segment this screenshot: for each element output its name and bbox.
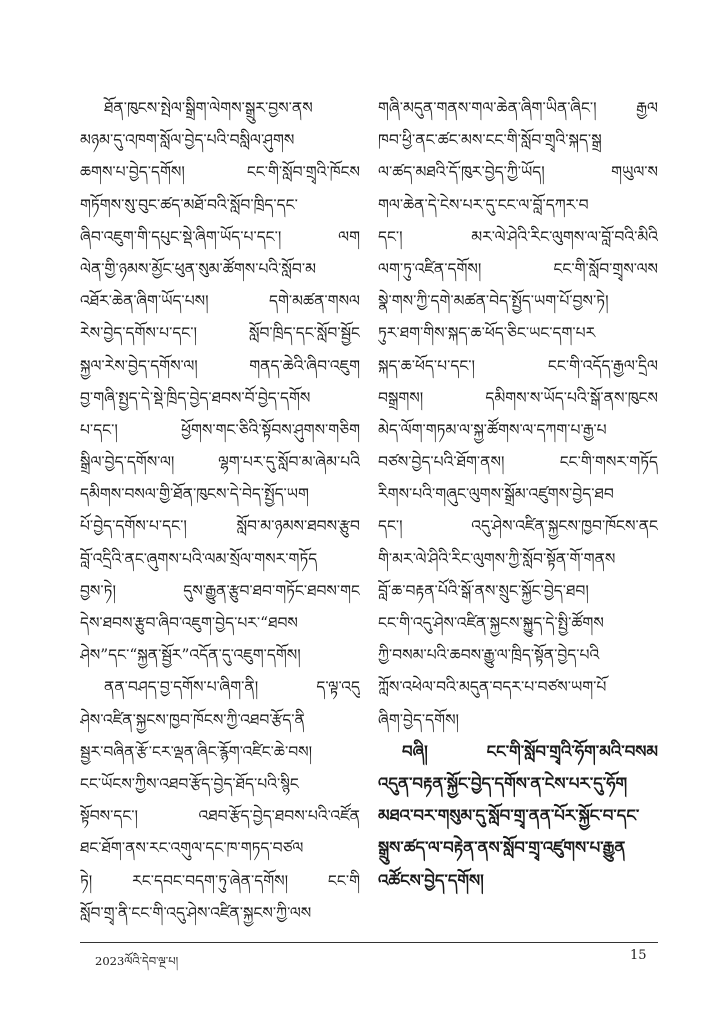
text-line: བཙས་བྱེད་པའི་ཐོག་ནས། ངང་གི་གསར་གཏོད — [378, 453, 658, 472]
right-column — [378, 92, 658, 897]
text-line: སྐད་ཆ་ཕོད་པ་དང་། ངང་གི་འདོད་རྒྱལ་དྲིལ — [378, 356, 658, 375]
text-line: བློ་འདྲིའི་ནང་ཞུགས་པའི་ལམ་སྲོལ་གསར་གཏོད — [80, 549, 318, 568]
text-line: དང་། མར་ལེ་ཤེའི་རིང་ལུགས་ལ་བློ་བའི་མིའི — [378, 227, 658, 246]
text-line: རེས་བྱེད་དགོས་པ་དང་། སློབ་ཁྲིད་དང་སློབ་སྦྱོང — [80, 324, 360, 343]
text-line: བྱས་ཏེ། དུས་རྒྱུན་རྩུབ་ཐབ་གཏོང་ཐབས་གང — [80, 581, 360, 600]
text-line: གཏོགས་སུ་བུང་ཚད་མཐོ་བའི་སློབ་ཁྲིད་དང་ — [80, 195, 298, 214]
text-line: སྦྱར་བཞིན་རྩོ་ངར་ལྡན་ཞིང་རྙོག་འཛིང་ཆེ་བས། — [80, 742, 313, 761]
text-line: སྐྱལ་རེས་བྱེད་དགོས་ལ། གནད་ཆེའི་ཞིབ་འཇུག — [80, 356, 360, 375]
text-line: ཞིབ་འཇུག་གི་དཔུང་སྡེ་ཞིག་ཡོད་པ་དང་། ལག — [80, 227, 360, 246]
footer-issue-label: 2023ལོའི་དེབ་ལྔ་པ། — [95, 954, 179, 968]
text-line: པ་དང་། ཕྱོགས་གང་ཅིའི་སྟོབས་ཤུགས་གཅིག — [80, 420, 360, 439]
text-line: སྟོབས་དང་། འཐབ་རྩོད་བྱེད་ཐབས་པའི་འཛོན — [80, 807, 360, 826]
text-line: དེས་ཐབས་རྩུབ་ཞིབ་འཇུག་བྱེད་པར་“ཐབས — [80, 614, 298, 632]
text-line: མེད་ལོག་གཏམ་ལ་སྐྱ་ཚོགས་ལ་དཀག་པ་རྒྱ་པ — [378, 420, 607, 439]
text-line: བསྒྲགས། དམིགས་ས་ཡོད་པའི་སྒོ་ནས་ཁུངས — [378, 388, 658, 407]
text-line: ཀློས་འཕེལ་བའི་མདུན་བདར་པ་བཙས་ཡག་པོ — [378, 678, 607, 697]
text-line: འཐོར་ཆེན་ཞིག་ཡོད་པས། དགེ་མཚན་གསལ — [80, 292, 360, 311]
text-line: ཤེས་འཛིན་སྐྱངས་ཁྱབ་ཁོངས་ཀྱི་འཐབ་རྩོད་ནི — [80, 710, 305, 729]
text-line: ནན་བཤད་བྱ་དགོས་པ་ཞིག་ནི། ད་ལྟ་འདུ — [104, 678, 360, 697]
text-line: གལ་ཆེན་དེ་ངེས་པར་དུ་ངང་ལ་བློ་དཀར་བ — [378, 195, 589, 214]
text-line: དང་། འདུ་ཤེས་འཛིན་སྐྱངས་ཁྱབ་ཁོངས་ནང — [378, 517, 658, 536]
text-line: ཤེས”དང་“སྐྱན་སྦྱོར”འདོན་དུ་འཇུག་དགོས། — [80, 646, 301, 665]
text-line: ཀྱི་བསམ་པའི་ཆབས་རྒྱུ་ལ་ཁྲིད་སྟོན་བྱེད་པའི — [378, 646, 600, 665]
text-line: སྣེ་གས་ཀྱི་དགེ་མཚན་བེད་སྤྱོད་ཡག་པོ་བྱས་ཏེ། — [378, 292, 609, 311]
text-line: གི་མར་ལེ་ཤིའི་རིང་ལུགས་ཀྱི་སློབ་སྟོན་གོ་གནས — [378, 549, 616, 568]
text-line: སློབ་གྲྭ་ནི་ངང་གི་འདུ་ཤེས་འཛིན་སྐྱངས་ཀྱི་ལས — [80, 903, 312, 922]
text-line: ཁབ་ཕྱི་ནང་ཚང་མས་ངང་གི་སློབ་གྲྭའི་སྐད་སྒྲ — [378, 131, 602, 150]
text-line: མཉམ་དུ་འཁག་སློལ་བྱེད་པའི་བསླིལ་ཤུགས — [80, 131, 295, 150]
footer-divider — [80, 942, 658, 943]
text-line: ཏུར་ཐག་གིས་སྐད་ཆ་ཕོད་ཅིང་ཡང་དག་པར — [378, 324, 596, 343]
page-number: 15 — [630, 948, 647, 963]
text-line: སྒྲུས་ཚད་ལ་བརྟེན་ནས་སློབ་གྲྭ་འཛུགས་པ་རྒྱུན — [378, 838, 626, 858]
text-line: བློ་ཆ་བརྟན་པོའི་སྒོ་ནས་སྲུང་སྐྱོང་བྱེད་ཐབ། — [378, 581, 589, 600]
text-line: ངང་གི་འདུ་ཤེས་འཛིན་སྐྱངས་སྐྱུད་དེ་སྤྱི་ཚོགས — [378, 614, 604, 632]
text-line: ཏེ། རང་དབང་བདག་ཏུ་ཞེན་དགོས། ངང་གི — [80, 871, 360, 890]
text-line: ལེན་གྱི་ཉམས་མྱོང་ཕུན་སུམ་ཚོགས་པའི་སློབ་མ — [80, 259, 316, 278]
text-line: པོ་བྱེད་དགོས་པ་དང་། སློབ་མ་ཉམས་ཐབས་རྩུབ — [80, 517, 360, 536]
text-line: ལག་ཏུ་འཛིན་དགོས། ངང་གི་སློབ་གྲྭས་ལས — [378, 259, 658, 278]
text-line: རིགས་པའི་གཞུང་ལུགས་སྒྲོམ་འཛུགས་བྱེད་ཐབ — [378, 485, 614, 504]
text-line: བྱ་གཞི་སྤྱད་དེ་སྡེ་ཁྲིད་བྱེད་ཐབས་བོ་བྱེད་དགོས — [80, 388, 311, 407]
text-line: ཆགས་པ་བྱེད་དགོས། ངང་གི་སློབ་གྲྭའི་ཁོངས — [80, 163, 360, 182]
text-line: ཐོན་ཁུངས་སྤེལ་སྒྲིག་ལེགས་སྒྲུར་བྱས་ནས — [104, 99, 313, 117]
text-line: གཞི་མདུན་གནས་གལ་ཆེན་ཞིག་ཡིན་ཞིང་། རྒྱལ — [378, 99, 658, 117]
text-line: ལ་ཚད་མཐའི་དོ་ཁུར་བྱེད་ཀྱི་ཡོད། གཡུལ་ས — [378, 163, 658, 182]
text-line: ངང་ཡོངས་ཀྱིས་འཐབ་རྩོད་བྱེད་ཐོད་པའི་སྙིང — [80, 774, 299, 793]
text-line: དམིགས་བསལ་གྱི་ཐོན་ཁུངས་དེ་བེད་སྤྱོད་ཡག — [80, 485, 309, 504]
text-line: སྒྲིལ་བྱེད་དགོས་ལ། ལྷག་པར་དུ་སློབ་མ་ཞེམ་པའི — [80, 453, 360, 472]
text-line: འདུན་བརྟན་སྐྱོང་བྱེད་དགོས་ན་ངེས་པར་དུ་ཧོག — [378, 773, 628, 793]
text-line: མཐའ་བར་གསུམ་དུ་སློབ་གྲྭ་ནན་པོར་སྐྱོང་བ་དང་ — [378, 806, 640, 826]
left-column — [80, 92, 360, 929]
text-line: ཞིག་བྱེད་དགོས། — [378, 710, 459, 729]
text-line: ཐང་ཐོག་ནས་རང་འགུལ་དང་ཁ་གཏད་བཙལ — [80, 839, 304, 858]
text-line: བཞི། ངང་གི་སློབ་གྲྭའི་ཧོག་མའི་བསམ — [402, 741, 658, 761]
text-line: འཚོངས་བྱེད་དགོས། — [378, 870, 484, 890]
